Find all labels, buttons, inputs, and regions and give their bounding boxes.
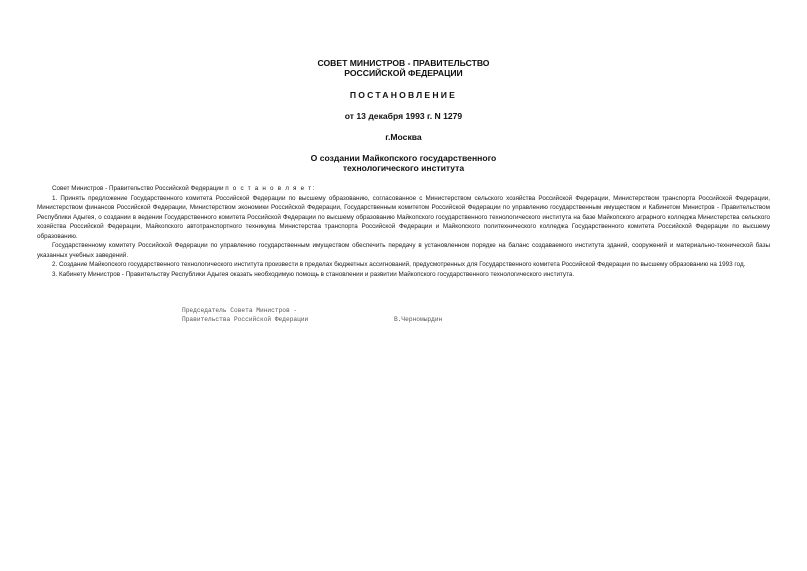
- signature-block: [182, 306, 443, 324]
- intro-paragraph: [37, 184, 770, 194]
- issuer-line-2: РОССИЙСКОЙ ФЕДЕРАЦИИ: [344, 68, 463, 78]
- decree-word: п о с т а н о в л я е т:: [225, 185, 316, 192]
- document-date-number: от 13 декабря 1993 г. N 1279: [344, 111, 463, 121]
- document-type: ПОСТАНОВЛЕНИЕ: [349, 90, 458, 100]
- paragraph-3: 3. Кабинету Министров - Правительству Республики Адыгея оказать необходимую помощь в становлении и развитии Майкопского государственного технологического института.: [52, 270, 575, 278]
- intro-prefix: Совет Министров - Правительство Российской Федерации: [52, 185, 226, 192]
- document-body: [37, 184, 770, 279]
- document-city: г.Москва: [385, 132, 422, 142]
- subject-line-1: О создании Майкопского государственного: [310, 153, 497, 163]
- subject-line-2: технологического института: [342, 163, 465, 173]
- issuer-line-1: СОВЕТ МИНИСТРОВ - ПРАВИТЕЛЬСТВО: [317, 58, 490, 68]
- signatory-title-2: Правительства Российской Федерации: [182, 316, 309, 323]
- paragraph-1-continued: Государственному комитету Российской Федерации по управлению государственным имуществом обеспечить передачу в установленном порядке на баланс создаваемого института зданий, сооружений и материально-технической базы указанных учебных заведений.: [37, 242, 770, 259]
- paragraph-1: 1. Принять предложение Государственного комитета Российской Федерации по высшему образованию, согласованное с Министерством сельского хозяйства Российской Федерации, Министерством транспорта Российской Федерации, Министерством финансов Российской Федерации, Министерством экономики Российской Федерации, Государственным комитетом Российской Федерации по управлению государственным имуществом и Кабинетом Министров - Правительством Республики Адыгея, о создании в ведении Государственного комитета Российской Федерации по высшему образованию Майкопского государственного технологического института на базе Майкопского аграрного колледжа Министерства сельского хозяйства Российской Федерации, Майкопского автотранспортного техникума Министерства транспорта Российской Федерации и Майкопского политехнического колледжа Государственного комитета Российской Федерации по высшему образованию.: [37, 194, 770, 240]
- signatory-name: В.Черномырдин: [394, 316, 443, 323]
- signatory-title-1: Председатель Совета Министров -: [182, 307, 298, 314]
- paragraph-2: 2. Создание Майкопского государственного технологического института произвести в пределах бюджетных ассигнований, предусмотренных для Государственного комитета Российской Федерации по высшему образованию на 1993 год.: [52, 261, 746, 268]
